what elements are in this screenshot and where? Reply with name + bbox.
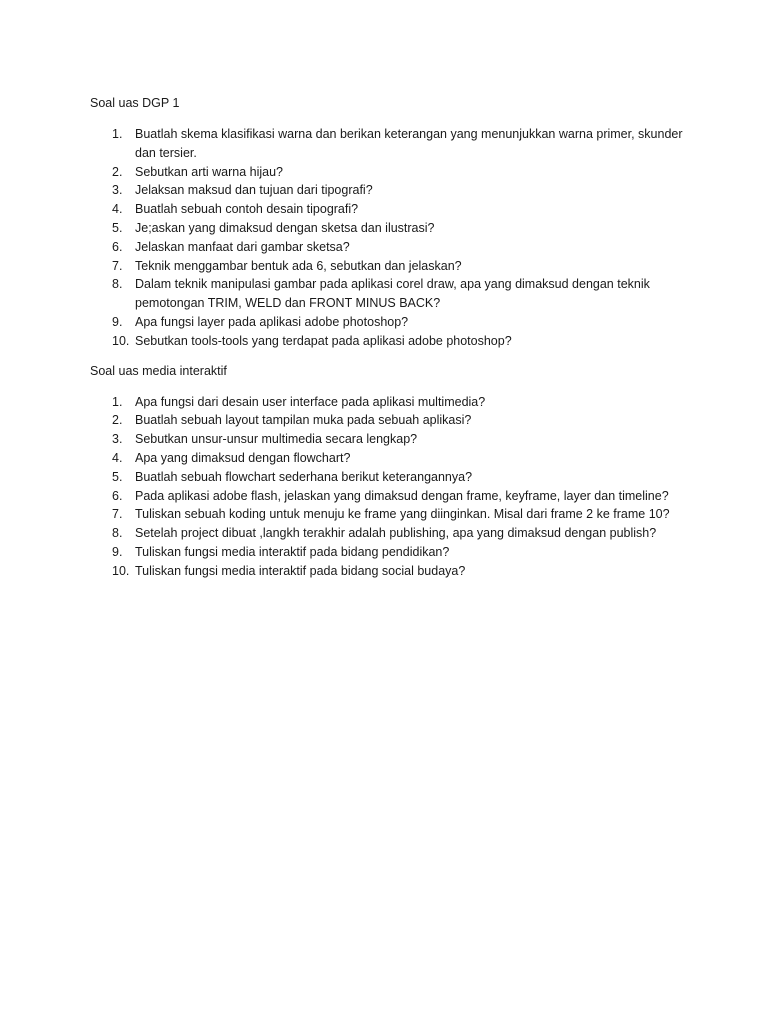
question-number: 3. xyxy=(112,432,123,447)
question-number: 5. xyxy=(112,469,123,484)
list-item xyxy=(90,393,690,412)
question-number: 9. xyxy=(112,314,123,329)
question-number: 5. xyxy=(112,220,123,235)
question-text: Jelaskan manfaat dari gambar sketsa? xyxy=(135,239,350,254)
section-heading: Soal uas media interaktif xyxy=(90,363,227,378)
list-item xyxy=(90,468,690,487)
list-item xyxy=(90,332,690,351)
question-text: Buatlah sebuah contoh desain tipografi? xyxy=(135,202,359,217)
list-item xyxy=(90,505,690,524)
document-content xyxy=(90,95,690,593)
list-item xyxy=(90,430,690,449)
question-number: 9. xyxy=(112,544,123,559)
list-item xyxy=(90,524,690,543)
question-text: Sebutkan arti warna hijau? xyxy=(135,164,284,179)
question-number: 2. xyxy=(112,164,123,179)
question-number: 1. xyxy=(112,127,123,141)
question-number: 10. xyxy=(112,333,130,348)
question-number: 6. xyxy=(112,488,123,503)
question-text: Pada aplikasi adobe flash, jelaskan yang dimaksud dengan frame, keyframe, layer dan timeline? xyxy=(135,488,669,503)
list-item xyxy=(90,200,690,219)
question-number: 4. xyxy=(112,202,123,217)
question-number: 8. xyxy=(112,526,123,541)
section-dgp xyxy=(90,95,690,351)
question-text: Tuliskan fungsi media interaktif pada bidang pendidikan? xyxy=(135,544,450,559)
question-number: 10. xyxy=(112,563,130,578)
question-number: 8. xyxy=(112,277,123,292)
question-text: Apa fungsi layer pada aplikasi adobe photoshop? xyxy=(135,314,409,329)
question-text: Tuliskan fungsi media interaktif pada bidang social budaya? xyxy=(135,563,466,578)
list-item xyxy=(90,125,690,163)
list-item xyxy=(90,275,690,313)
question-text: Apa yang dimaksud dengan flowchart? xyxy=(135,450,351,465)
question-list xyxy=(90,393,690,581)
question-text: Apa fungsi dari desain user interface pada aplikasi multimedia? xyxy=(135,394,486,409)
question-text: Buatlah skema klasifikasi warna dan berikan keterangan yang menunjukkan warna primer, skunder dan tersier. xyxy=(135,127,683,160)
list-item xyxy=(90,543,690,562)
question-text: Sebutkan unsur-unsur multimedia secara lengkap? xyxy=(135,432,418,447)
question-text: Sebutkan tools-tools yang terdapat pada aplikasi adobe photoshop? xyxy=(135,333,512,348)
list-item xyxy=(90,313,690,332)
question-text: Buatlah sebuah layout tampilan muka pada sebuah aplikasi? xyxy=(135,413,472,428)
question-number: 2. xyxy=(112,413,123,428)
question-text: Tuliskan sebuah koding untuk menuju ke frame yang diinginkan. Misal dari frame 2 ke frame 10? xyxy=(135,507,670,522)
section-heading: Soal uas DGP 1 xyxy=(90,96,180,110)
question-number: 1. xyxy=(112,394,123,409)
list-item xyxy=(90,219,690,238)
list-item xyxy=(90,238,690,257)
list-item xyxy=(90,449,690,468)
list-item xyxy=(90,411,690,430)
question-number: 3. xyxy=(112,183,123,198)
list-item xyxy=(90,562,690,581)
question-number: 7. xyxy=(112,507,123,522)
question-text: Je;askan yang dimaksud dengan sketsa dan ilustrasi? xyxy=(135,220,435,235)
question-list xyxy=(90,125,690,351)
list-item xyxy=(90,487,690,506)
question-number: 4. xyxy=(112,450,123,465)
list-item xyxy=(90,257,690,276)
question-text: Setelah project dibuat ,langkh terakhir adalah publishing, apa yang dimaksud dengan publish? xyxy=(135,526,657,541)
list-item xyxy=(90,181,690,200)
question-number: 6. xyxy=(112,239,123,254)
question-text: Buatlah sebuah flowchart sederhana berikut keterangannya? xyxy=(135,469,473,484)
question-text: Teknik menggambar bentuk ada 6, sebutkan dan jelaskan? xyxy=(135,258,462,273)
question-number: 7. xyxy=(112,258,123,273)
question-text: Jelaksan maksud dan tujuan dari tipografi? xyxy=(135,183,373,198)
question-text: Dalam teknik manipulasi gambar pada aplikasi corel draw, apa yang dimaksud dengan teknik pemotongan TRIM, WELD dan FRONT MINUS BACK? xyxy=(135,277,650,311)
section-media-interaktif xyxy=(90,363,690,581)
list-item xyxy=(90,163,690,182)
